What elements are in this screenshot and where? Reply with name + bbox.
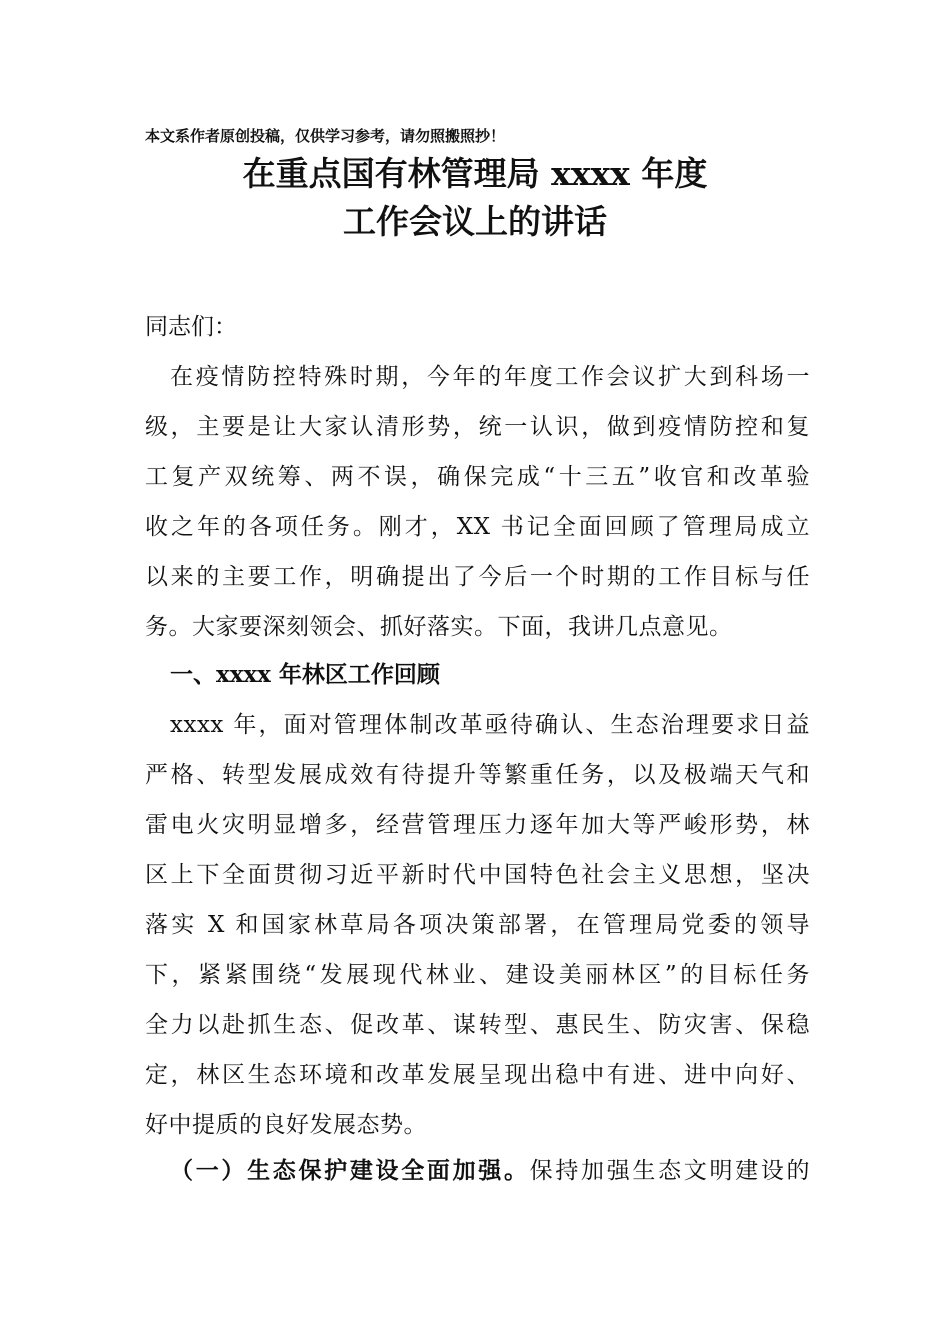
paragraph-line: xxxx 年，面对管理体制改革亟待确认、生态治理要求日益 (170, 712, 810, 738)
title-line-1: 在重点国有林管理局 xxxx 年度 (242, 154, 708, 193)
paragraph-2 (145, 700, 810, 1150)
paragraph-line: 下，紧紧围绕“发展现代林业、建设美丽林区”的目标任务 (145, 962, 810, 988)
paragraph-line: 好中提质的良好发展态势。 (145, 1112, 427, 1138)
paragraph-line: 级，主要是让大家认清形势，统一认识，做到疫情防控和复 (145, 414, 810, 440)
paragraph-line: 在疫情防控特殊时期，今年的年度工作会议扩大到科场一 (170, 364, 810, 390)
section-heading-1: 一、xxxx 年林区工作回顾 (170, 661, 440, 688)
paragraph-line: 落实 X 和国家林草局各项决策部署，在管理局党委的领导 (145, 912, 810, 938)
paragraph-line (145, 1146, 810, 1196)
paragraph-line: 务。大家要深刻领会、抓好落实。下面，我讲几点意见。 (145, 614, 733, 640)
paragraph-line: 雷电火灾明显增多，经营管理压力逐年加大等严峻形势，林 (145, 812, 810, 838)
subsection-lead: （一）生态保护建设全面加强。 (170, 1157, 530, 1184)
title-line-2: 工作会议上的讲话 (343, 202, 607, 241)
paragraph-line: 工复产双统筹、两不误，确保完成“十三五”收官和改革验 (145, 464, 810, 490)
subsection-text: 保持加强生态文明建设的 (529, 1158, 810, 1184)
paragraph-line: 以来的主要工作，明确提出了今后一个时期的工作目标与任 (145, 564, 810, 590)
paragraph-1 (145, 352, 810, 652)
paragraph-line: 收之年的各项任务。刚才，XX 书记全面回顾了管理局成立 (145, 514, 810, 540)
paragraph-3 (145, 1146, 810, 1196)
copyright-notice: 本文系作者原创投稿，仅供学习参考，请勿照搬照抄！ (145, 127, 506, 145)
paragraph-line: 全力以赴抓生态、促改革、谋转型、惠民生、防灾害、保稳 (145, 1012, 810, 1038)
paragraph-line: 区上下全面贯彻习近平新时代中国特色社会主义思想，坚决 (145, 862, 810, 888)
paragraph-line: 严格、转型发展成效有待提升等繁重任务，以及极端天气和 (145, 762, 810, 788)
paragraph-line: 定，林区生态环境和改革发展呈现出稳中有进、进中向好、 (145, 1062, 810, 1088)
salutation: 同志们： (145, 314, 237, 340)
